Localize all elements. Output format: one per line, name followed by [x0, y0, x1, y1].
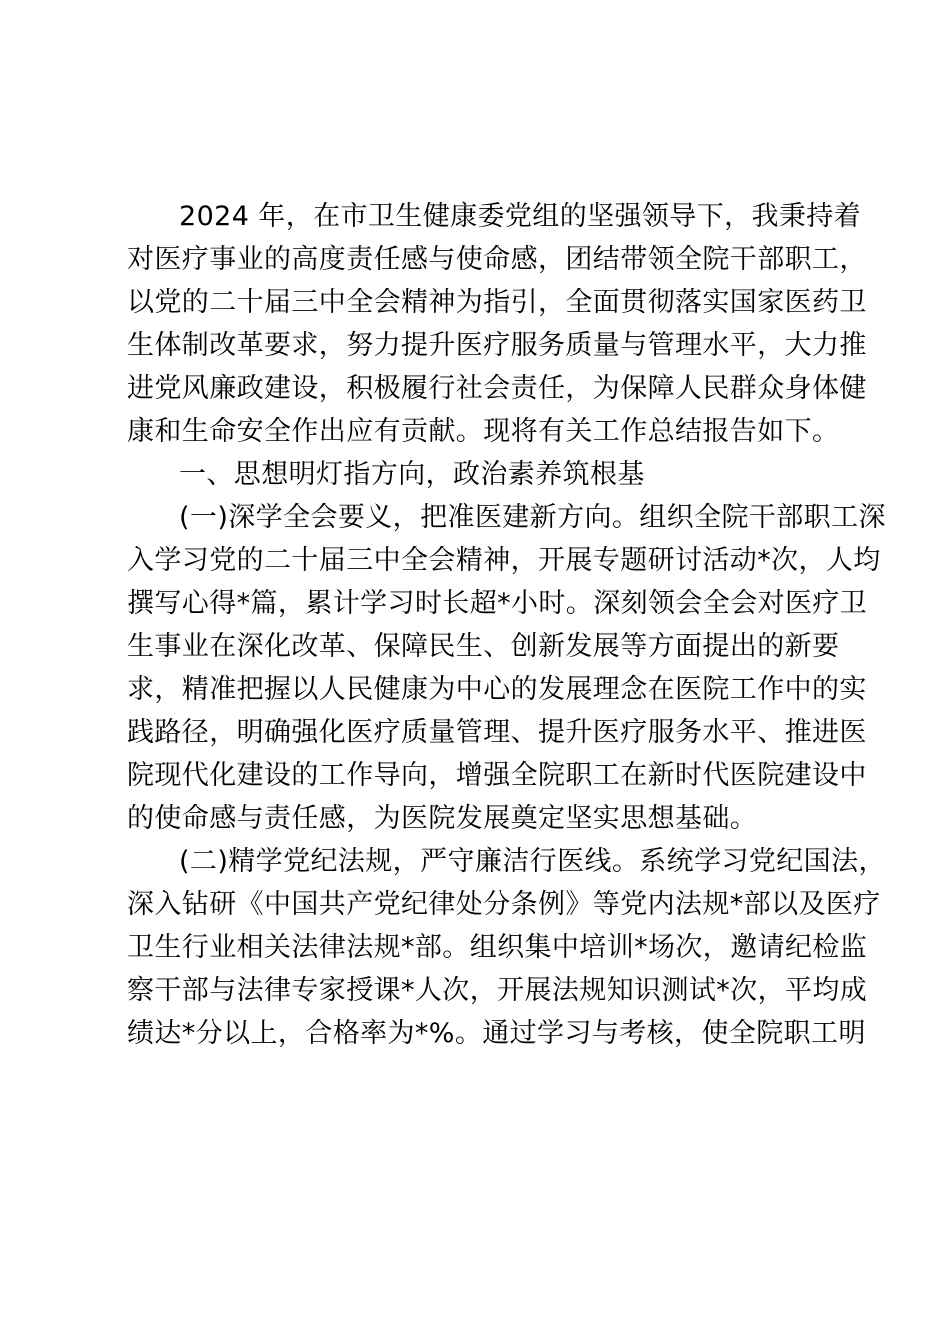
- paragraph-line: 入学习党的二十届三中全会精神，开展专题研讨活动*次，人均: [127, 545, 881, 576]
- section-heading-text: 一、思想明灯指方向，政治素养筑根基: [179, 459, 645, 490]
- paragraph-line: 院现代化建设的工作导向，增强全院职工在新时代医院建设中: [127, 760, 867, 791]
- subsection-paragraph: [127, 496, 886, 840]
- paragraph-line: 进党风廉政建设，积极履行社会责任，为保障人民群众身体健: [127, 373, 867, 404]
- paragraph-line: (二)精学党纪法规，严守廉洁行医线。系统学习党纪国法，: [179, 846, 886, 877]
- intro-paragraph: [127, 195, 867, 453]
- paragraph-line: 以党的二十届三中全会精神为指引，全面贯彻落实国家医药卫: [127, 287, 867, 318]
- paragraph-line: 践路径，明确强化医疗质量管理、提升医疗服务水平、推进医: [127, 717, 867, 748]
- paragraph-line: 2024 年，在市卫生健康委党组的坚强领导下，我秉持着: [179, 201, 862, 232]
- paragraph-line: 求，精准把握以人民健康为中心的发展理念在医院工作中的实: [127, 674, 867, 705]
- paragraph-line: 康和生命安全作出应有贡献。现将有关工作总结报告如下。: [127, 416, 840, 447]
- paragraph-line: 对医疗事业的高度责任感与使命感，团结带领全院干部职工，: [127, 244, 867, 275]
- paragraph-line: 撰写心得*篇，累计学习时长超*小时。深刻领会全会对医疗卫: [127, 588, 868, 619]
- section-heading: [127, 453, 833, 496]
- paragraph-line: 察干部与法律专家授课*人次，开展法规知识测试*次，平均成: [127, 975, 868, 1006]
- paragraph-line: 绩达*分以上，合格率为*%。通过学习与考核，使全院职工明: [127, 1018, 866, 1049]
- paragraph-line: 卫生行业相关法律法规*部。组织集中培训*场次，邀请纪检监: [127, 932, 868, 963]
- document-body: [127, 195, 886, 1055]
- paragraph-line: 的使命感与责任感，为医院发展奠定坚实思想基础。: [127, 803, 758, 834]
- paragraph-line: 深入钻研《中国共产党纪律处分条例》等党内法规*部以及医疗: [127, 889, 881, 920]
- paragraph-line: 生事业在深化改革、保障民生、创新发展等方面提出的新要: [127, 631, 840, 662]
- subsection-paragraph: [127, 840, 886, 1055]
- paragraph-line: 生体制改革要求，努力提升医疗服务质量与管理水平，大力推: [127, 330, 867, 361]
- paragraph-line: (一)深学全会要义，把准医建新方向。组织全院干部职工深: [179, 502, 886, 533]
